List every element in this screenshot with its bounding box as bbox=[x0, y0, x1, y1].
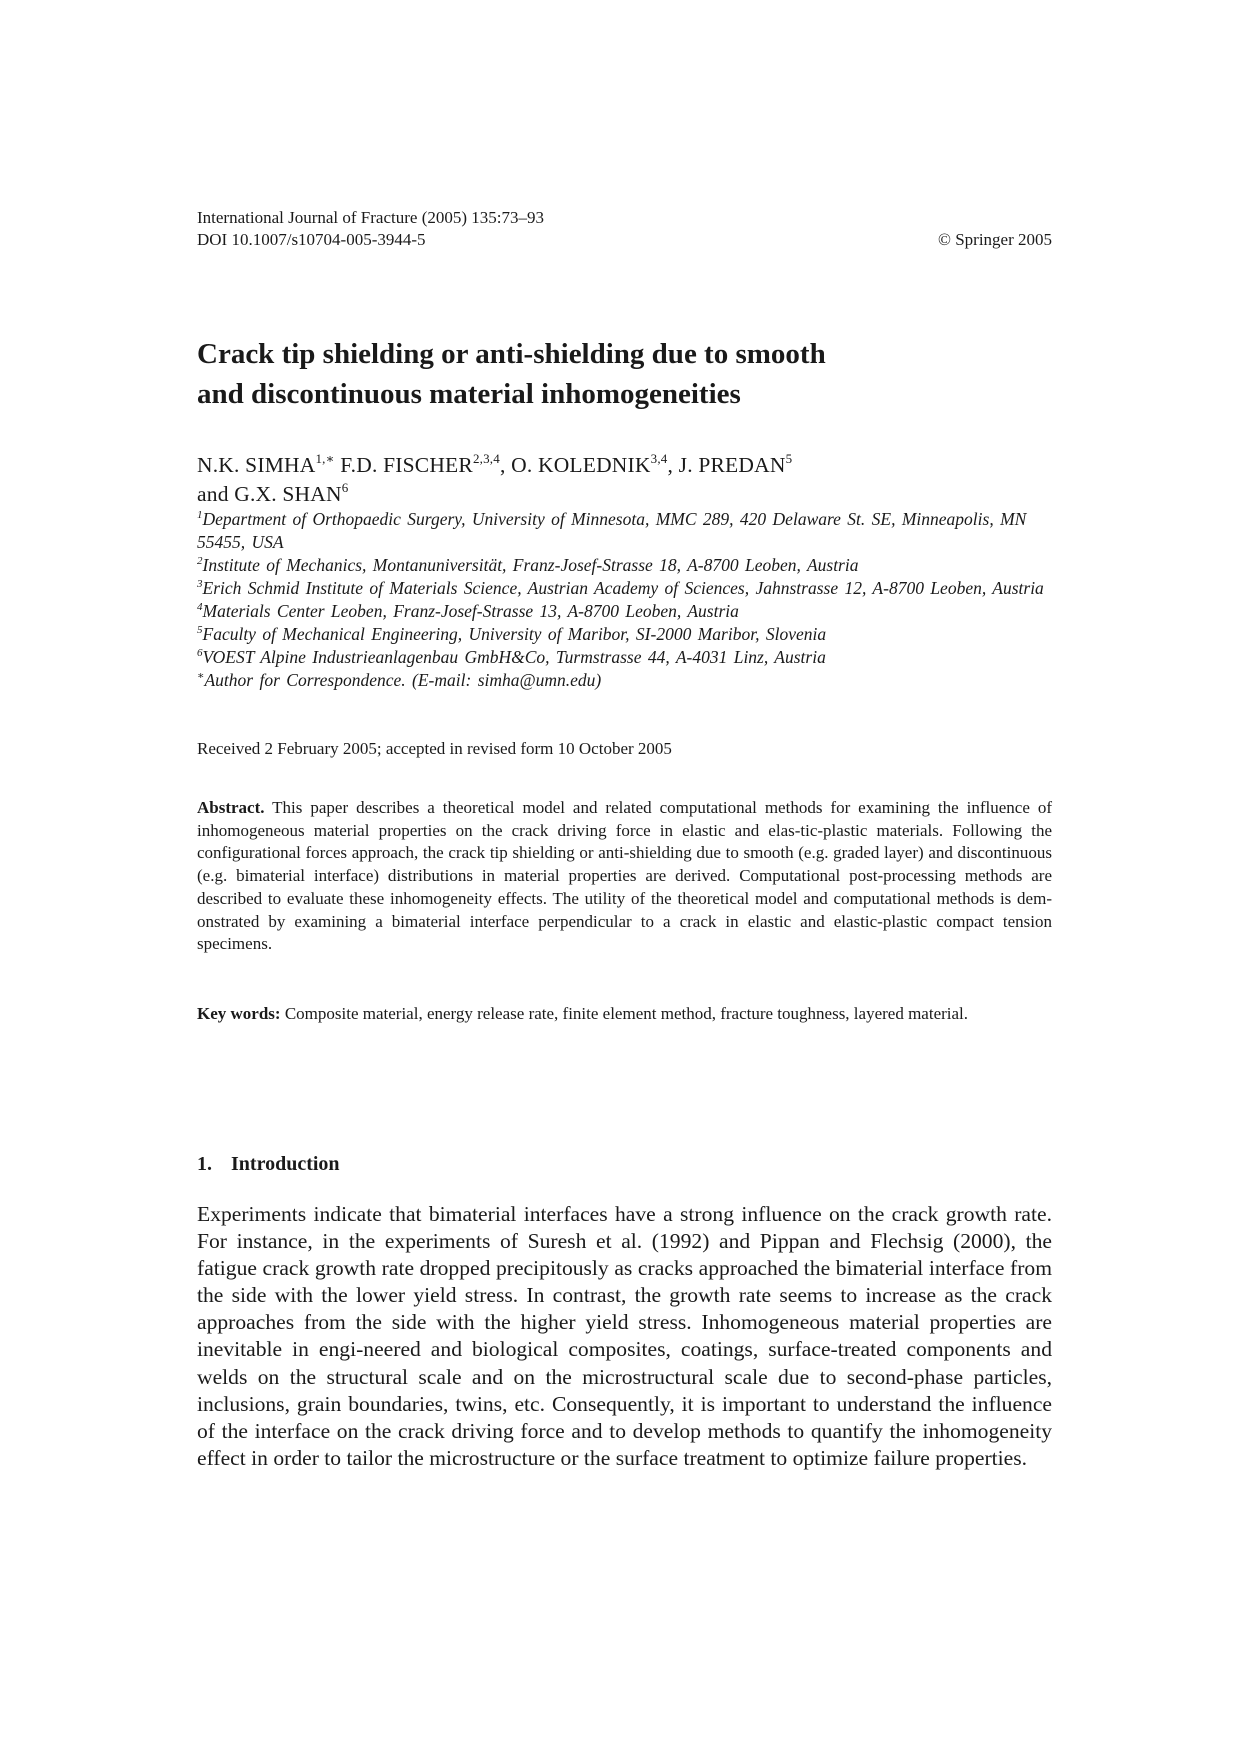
author-name: F.D. FISCHER bbox=[334, 453, 473, 477]
author-affil-mark: 5 bbox=[785, 451, 793, 466]
affiliation-text: VOEST Alpine Industrieanlagenbau GmbH&Co, Turmstrasse 44, A-4031 Linz, Austria bbox=[202, 647, 826, 667]
affiliation-text: Author for Correspondence. (E-mail: simha@umn.edu) bbox=[204, 670, 602, 690]
author-name: N.K. SIMHA bbox=[197, 453, 316, 477]
title-line-2: and discontinuous material inhomogeneities bbox=[197, 378, 741, 410]
affiliation-text: Department of Orthopaedic Surgery, University of Minnesota, MMC 289, 420 Delaware St. SE, Minneapolis, MN 55455, USA bbox=[197, 509, 1027, 552]
author-affil-mark: 1,∗ bbox=[315, 451, 335, 466]
affiliation-mark: 5 bbox=[197, 624, 203, 636]
abstract bbox=[197, 797, 1052, 956]
affiliation-mark: 2 bbox=[197, 555, 203, 567]
affiliation-mark: 4 bbox=[197, 601, 203, 613]
title-line-1: Crack tip shielding or anti-shielding due to smooth bbox=[197, 338, 826, 370]
journal-citation bbox=[197, 207, 1052, 229]
journal-name: International Journal of Fracture (2005) 135:73–93 bbox=[197, 208, 544, 227]
author-affil-mark: 3,4 bbox=[650, 451, 668, 466]
affiliation-mark: 1 bbox=[197, 509, 203, 521]
section-number: 1. bbox=[197, 1153, 212, 1175]
affiliation-list bbox=[197, 508, 1052, 692]
abstract-label: Abstract. bbox=[197, 798, 265, 817]
author-name: , J. PREDAN bbox=[667, 453, 786, 477]
author-affil-mark: 6 bbox=[341, 480, 349, 495]
introduction-paragraph: Experiments indicate that bimaterial interfaces have a strong influence on the crack growth rate. For instance, in the experiments of Suresh et al. (1992) and Pippan and Flechsig (2000), the fatigue crack growth rate dropped precipitously as cracks approached the bimaterial interface from the side with the lower yield stress. In contrast, the growth rate seems to increase as the crack approaches from the side with the higher yield stress. Inhomogeneous material properties are inevitable in engi-neered and biological composites, coatings, surface-treated components and welds on the structural scale and on the microstructural scale due to second-phase particles, inclusions, grain boundaries, twins, etc. Consequently, it is important to understand the influence of the interface on the crack driving force and to develop methods to quantify the inhomogeneity effect in order to tailor the microstructure or the surface treatment to optimize failure properties. bbox=[197, 1202, 1052, 1470]
affiliation-text: Materials Center Leoben, Franz-Josef-Strasse 13, A-8700 Leoben, Austria bbox=[202, 601, 739, 621]
affiliation-text: Erich Schmid Institute of Materials Science, Austrian Academy of Sciences, Jahnstrasse 12, A-8700 Leoben, Austria bbox=[202, 578, 1044, 598]
affiliation-mark: 6 bbox=[197, 647, 203, 659]
affiliation-mark: 3 bbox=[197, 578, 203, 590]
affiliation bbox=[197, 554, 1052, 577]
received-dates: Received 2 February 2005; accepted in revised form 10 October 2005 bbox=[197, 739, 672, 758]
affiliation-text: Faculty of Mechanical Engineering, University of Maribor, SI-2000 Maribor, Slovenia bbox=[202, 624, 827, 644]
author-affil-mark: 2,3,4 bbox=[472, 451, 500, 466]
affiliation-mark: ∗ bbox=[197, 670, 205, 682]
section-heading bbox=[197, 1151, 340, 1177]
paper-title bbox=[197, 334, 1052, 414]
affiliation bbox=[197, 646, 1052, 669]
author-list bbox=[197, 451, 1052, 509]
affiliation bbox=[197, 600, 1052, 623]
keywords-text: Composite material, energy release rate, finite element method, fracture toughness, layered material. bbox=[284, 1004, 969, 1023]
doi-line bbox=[197, 229, 1052, 251]
author-name: and G.X. SHAN bbox=[197, 482, 342, 506]
copyright: © Springer 2005 bbox=[938, 230, 1052, 249]
abstract-text: This paper describes a theoretical model and related computational methods for examining the influence of inhomogeneous material properties on the crack driving force in elastic and elas-tic-plastic materials. Following the configurational forces approach, the crack tip shielding or anti-shielding due to smooth (e.g. graded layer) and discontinuous (e.g. bimaterial interface) distributions in material properties are derived. Computational post-processing methods are described to evaluate these inhomogeneity effects. The utility of the theoretical model and computational methods is dem-onstrated by examining a bimaterial interface perpendicular to a crack in elastic and elastic-plastic compact tension specimens. bbox=[197, 798, 1052, 954]
keywords-label: Key words: bbox=[197, 1004, 281, 1023]
author-name: , O. KOLEDNIK bbox=[499, 453, 651, 477]
keywords bbox=[197, 1003, 1052, 1026]
affiliation bbox=[197, 508, 1052, 554]
affiliation-text: Institute of Mechanics, Montanuniversität, Franz-Josef-Strasse 18, A-8700 Leoben, Austria bbox=[202, 555, 859, 575]
author-line-2 bbox=[197, 480, 1052, 509]
author-line-1 bbox=[197, 451, 1052, 480]
section-title: Introduction bbox=[231, 1153, 340, 1175]
affiliation bbox=[197, 623, 1052, 646]
doi: DOI 10.1007/s10704-005-3944-5 bbox=[197, 230, 426, 249]
affiliation bbox=[197, 577, 1052, 600]
correspondence-note bbox=[197, 669, 1052, 692]
